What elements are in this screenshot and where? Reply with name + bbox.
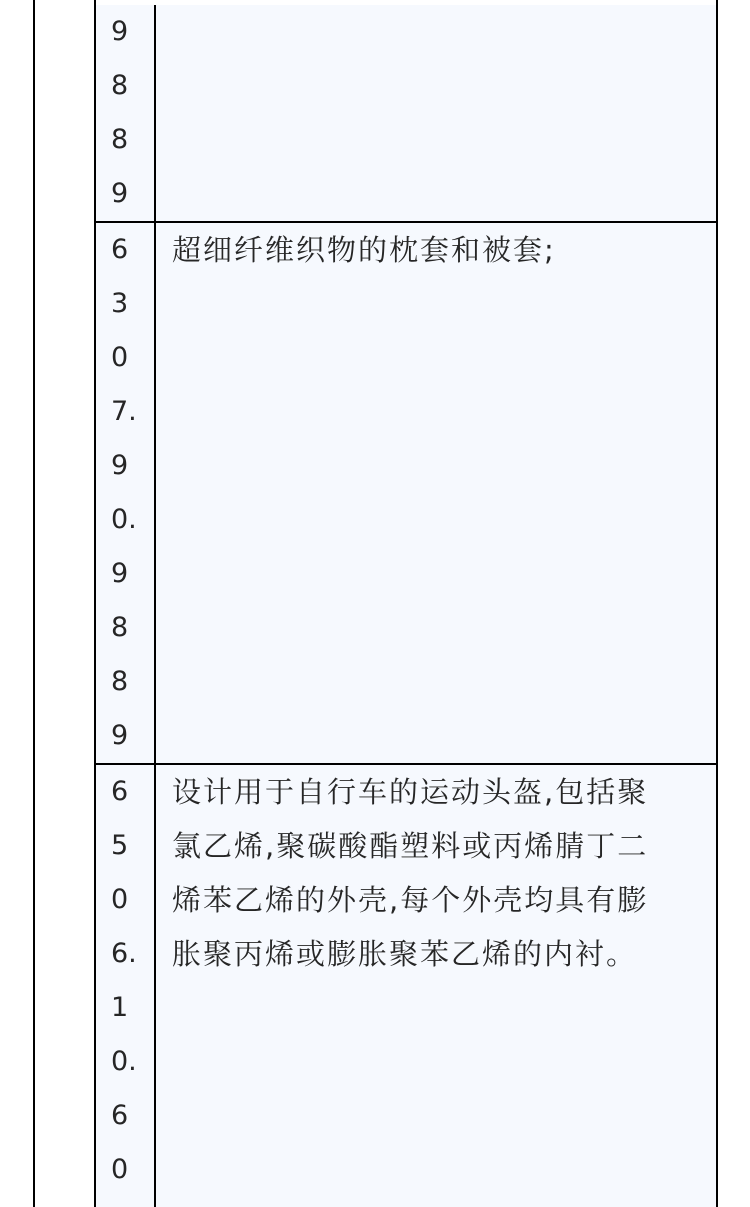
code-char: 0. (111, 1046, 137, 1077)
description-cell (158, 223, 716, 763)
description-cell (158, 765, 716, 1207)
code-char: 9 (111, 558, 129, 589)
description-line: 超细纤维织物的枕套和被套; (172, 233, 556, 267)
code-char: 3 (111, 288, 129, 319)
tariff-code-cell (96, 5, 156, 221)
code-char: 8 (111, 124, 129, 155)
code-char: 9 (111, 16, 129, 47)
description-line: 烯苯乙烯的外壳,每个外壳均具有膨 (172, 883, 649, 917)
tariff-table (94, 0, 718, 1207)
code-char: 5 (111, 830, 129, 861)
code-char: 6 (111, 234, 129, 265)
code-char: 6. (111, 938, 137, 969)
code-char: 8 (111, 666, 129, 697)
code-char: 6 (111, 1100, 129, 1131)
code-char: 0 (111, 884, 129, 915)
tariff-code-cell (96, 223, 156, 763)
code-char: 9 (111, 720, 129, 751)
code-char: 0 (111, 342, 129, 373)
outer-table-column (33, 0, 95, 1207)
description-line: 氯乙烯,聚碳酸酯塑料或丙烯腈丁二 (172, 829, 649, 863)
table-row (96, 763, 716, 1207)
table-row (96, 221, 716, 763)
table-row (96, 5, 716, 221)
code-char: 0 (111, 1154, 129, 1185)
code-char: 1 (111, 992, 129, 1023)
code-char: 9 (111, 178, 129, 209)
description-line: 胀聚丙烯或膨胀聚苯乙烯的内衬。 (172, 937, 638, 971)
description-cell (158, 5, 716, 221)
code-char: 8 (111, 70, 129, 101)
code-char: 8 (111, 612, 129, 643)
code-char: 6 (111, 776, 129, 807)
code-char: 0. (111, 504, 137, 535)
code-char: 7. (111, 396, 137, 427)
tariff-code-cell (96, 765, 156, 1207)
code-char: 9 (111, 450, 129, 481)
description-line: 设计用于自行车的运动头盔,包括聚 (172, 775, 649, 809)
